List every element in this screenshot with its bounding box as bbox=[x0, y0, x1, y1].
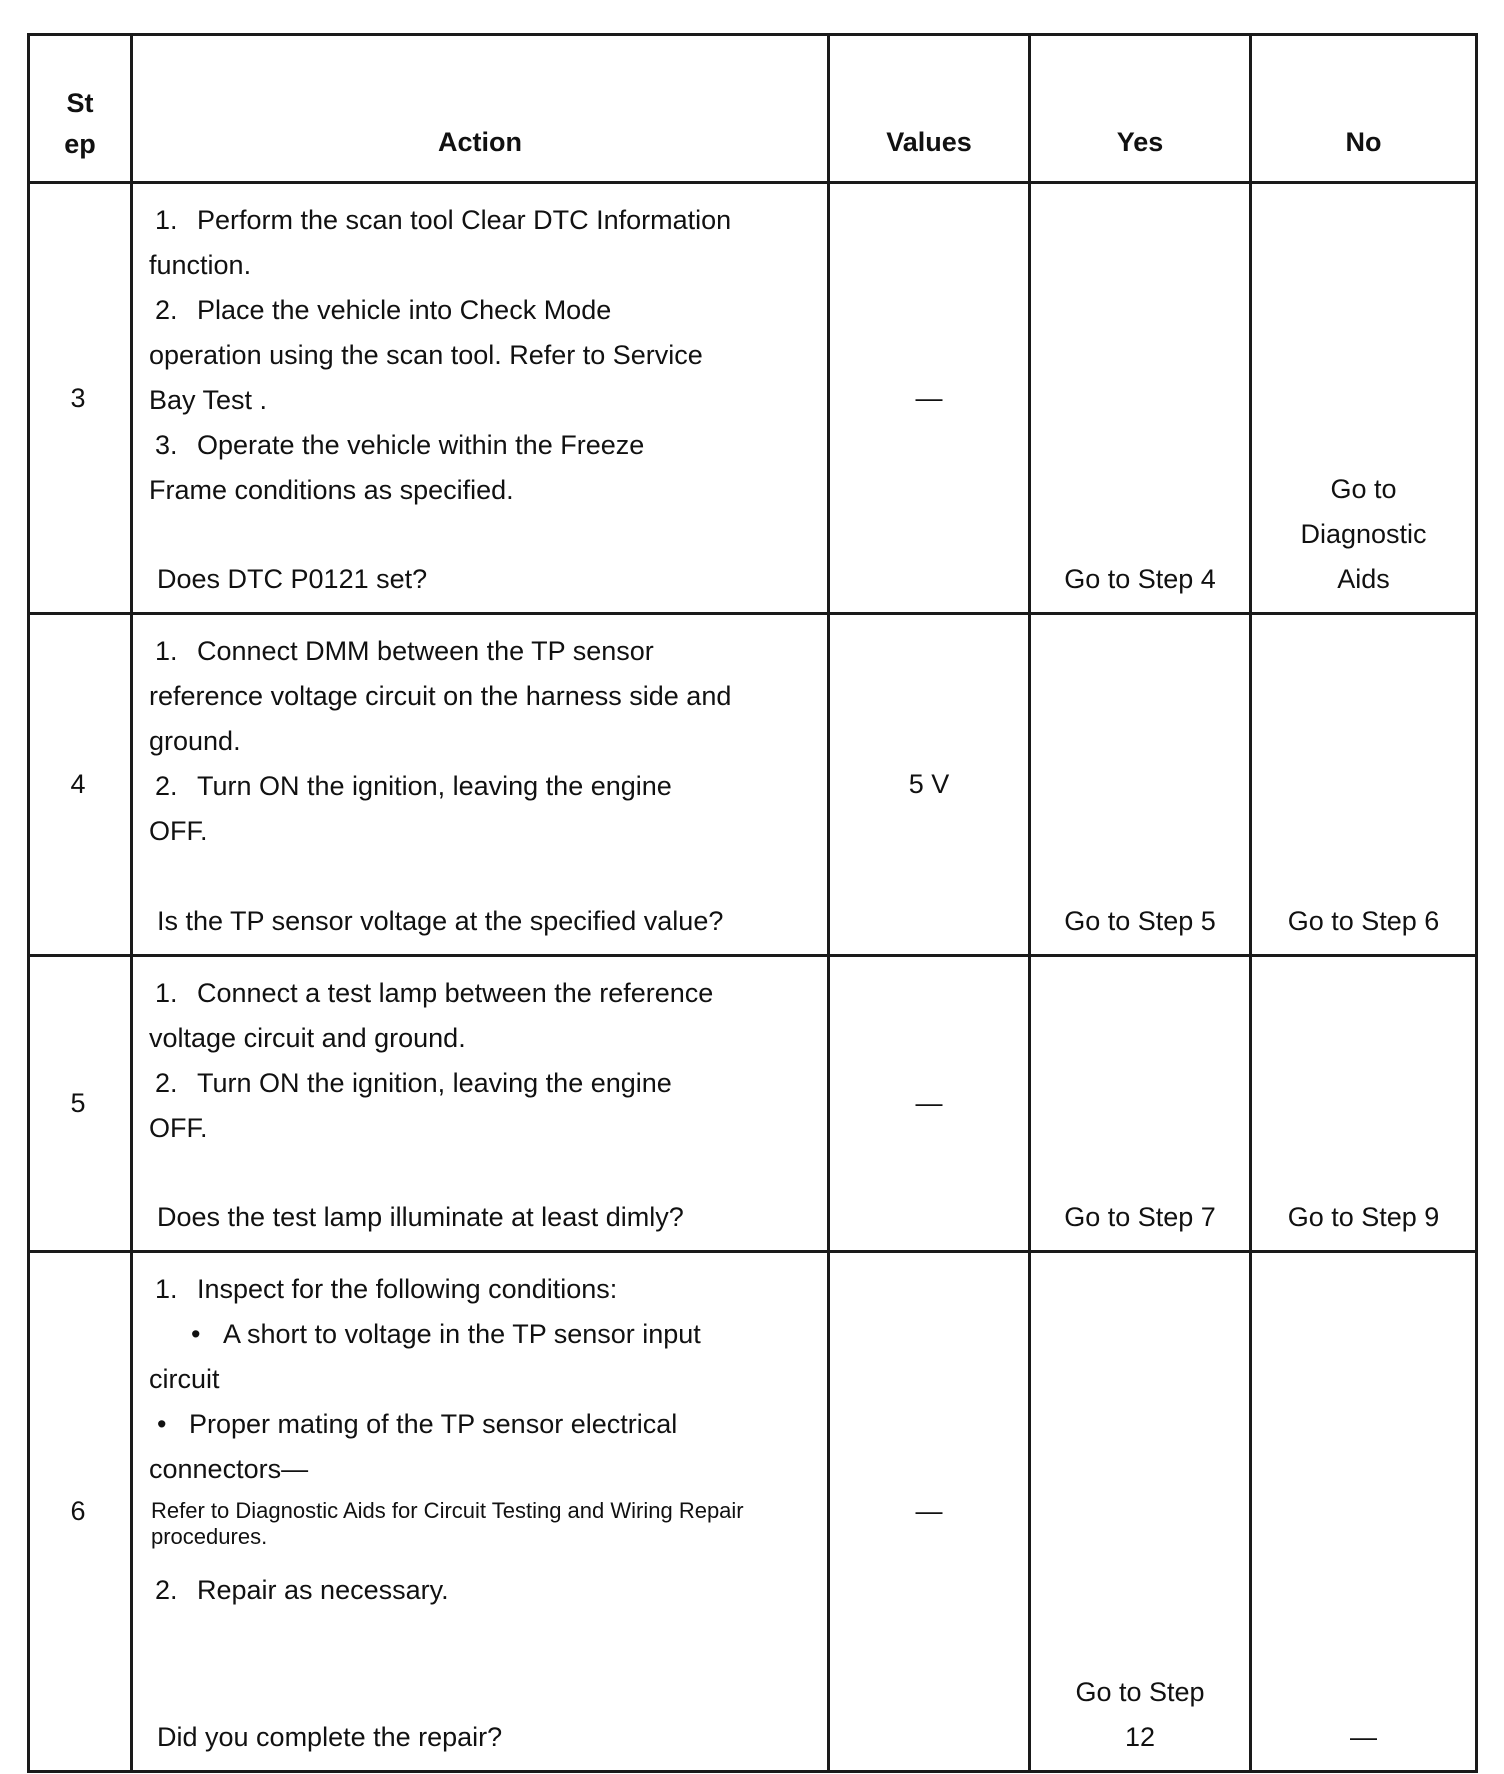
header-step-line-1: St bbox=[66, 88, 94, 118]
action-text: Repair as necessary. bbox=[197, 1575, 449, 1605]
action-text: Inspect for the following conditions: bbox=[197, 1274, 618, 1304]
action-text: A short to voltage in the TP sensor input bbox=[223, 1319, 701, 1349]
diagnostic-table bbox=[27, 33, 1478, 1773]
action-line bbox=[149, 1357, 809, 1402]
no-cell bbox=[1251, 956, 1477, 1252]
no-cell bbox=[1251, 183, 1477, 614]
no-text: Go to Step 6 bbox=[1287, 906, 1440, 936]
action-line bbox=[149, 423, 809, 468]
yes-cell bbox=[1030, 183, 1251, 614]
no-text: Go to Step 9 bbox=[1287, 1202, 1440, 1232]
action-text: function. bbox=[149, 250, 252, 280]
value-cell bbox=[829, 614, 1030, 956]
value-text: — bbox=[915, 382, 943, 413]
value-text: — bbox=[915, 1496, 943, 1526]
action-cell bbox=[132, 956, 829, 1252]
action-line bbox=[149, 288, 809, 333]
step-number: 4 bbox=[70, 769, 86, 799]
action-text: OFF. bbox=[149, 1113, 208, 1143]
value-cell bbox=[829, 183, 1030, 614]
action-text: operation using the scan tool. Refer to Service bbox=[149, 340, 703, 370]
action-line bbox=[149, 971, 809, 1016]
table-body bbox=[29, 183, 1477, 1772]
action-note: Refer to Diagnostic Aids for Circuit Testing and Wiring Repair procedures. bbox=[151, 1498, 744, 1549]
header-row bbox=[29, 35, 1477, 183]
value-text: — bbox=[915, 1088, 943, 1118]
action-text: Bay Test . bbox=[149, 385, 268, 415]
action-line bbox=[149, 1267, 809, 1312]
table-row bbox=[29, 1252, 1477, 1772]
action-line bbox=[149, 674, 809, 719]
action-line bbox=[149, 198, 809, 243]
value-text: 5 V bbox=[908, 769, 950, 799]
action-line bbox=[149, 1447, 809, 1492]
action-text: connectors— bbox=[149, 1454, 309, 1484]
action-line bbox=[149, 1568, 809, 1613]
no-text: — bbox=[1350, 1722, 1377, 1752]
action-line bbox=[149, 1312, 809, 1357]
action-text: Perform the scan tool Clear DTC Information bbox=[197, 205, 732, 235]
action-question: Did you complete the repair? bbox=[157, 1722, 503, 1752]
step-number: 5 bbox=[70, 1088, 86, 1118]
yes-text: Go to Step bbox=[1075, 1677, 1205, 1707]
action-line bbox=[149, 378, 809, 423]
no-text: Diagnostic bbox=[1300, 519, 1427, 549]
action-text: ground. bbox=[149, 726, 241, 756]
action-step-number: 2. bbox=[155, 295, 178, 325]
action-line bbox=[149, 1016, 809, 1061]
header-values: Values bbox=[829, 35, 1030, 183]
action-text: Connect DMM between the TP sensor bbox=[197, 636, 654, 666]
action-cell bbox=[132, 614, 829, 956]
action-text: Place the vehicle into Check Mode bbox=[197, 295, 612, 325]
action-text: reference voltage circuit on the harness side and bbox=[149, 681, 732, 711]
action-step-number: 2. bbox=[155, 1575, 178, 1605]
action-cell bbox=[132, 183, 829, 614]
yes-cell bbox=[1030, 614, 1251, 956]
action-line bbox=[149, 333, 809, 378]
header-no: No bbox=[1251, 35, 1477, 183]
step-cell bbox=[29, 183, 132, 614]
yes-cell bbox=[1030, 956, 1251, 1252]
action-line bbox=[149, 629, 809, 674]
action-question: Does DTC P0121 set? bbox=[157, 564, 428, 594]
value-cell bbox=[829, 1252, 1030, 1772]
action-text: voltage circuit and ground. bbox=[149, 1023, 466, 1053]
step-cell bbox=[29, 956, 132, 1252]
action-text: Operate the vehicle within the Freeze bbox=[197, 430, 645, 460]
action-line bbox=[149, 1061, 809, 1106]
yes-cell bbox=[1030, 1252, 1251, 1772]
table-row bbox=[29, 956, 1477, 1252]
action-text: Proper mating of the TP sensor electrical bbox=[189, 1409, 678, 1439]
action-text: Turn ON the ignition, leaving the engine bbox=[197, 771, 672, 801]
step-number: 3 bbox=[70, 382, 86, 413]
action-text: Turn ON the ignition, leaving the engine bbox=[197, 1068, 672, 1098]
header-yes: Yes bbox=[1030, 35, 1251, 183]
action-step-number: 2. bbox=[155, 1068, 178, 1098]
action-line bbox=[149, 1402, 809, 1447]
table-row bbox=[29, 614, 1477, 956]
action-cell bbox=[132, 1252, 829, 1772]
action-line bbox=[149, 764, 809, 809]
action-step-number: 1. bbox=[155, 636, 178, 666]
action-line bbox=[149, 1106, 809, 1151]
action-line bbox=[149, 719, 809, 764]
yes-text: Go to Step 4 bbox=[1064, 564, 1216, 594]
bullet-mark: • bbox=[157, 1409, 167, 1439]
action-step-number: 1. bbox=[155, 978, 178, 1008]
action-text: circuit bbox=[149, 1364, 220, 1394]
action-text: Connect a test lamp between the reference bbox=[197, 978, 714, 1008]
step-cell bbox=[29, 1252, 132, 1772]
action-step-number: 1. bbox=[155, 205, 178, 235]
action-question: Does the test lamp illuminate at least dimly? bbox=[157, 1202, 684, 1232]
action-step-number: 3. bbox=[155, 430, 178, 460]
action-step-number: 1. bbox=[155, 1274, 178, 1304]
yes-text: Go to Step 5 bbox=[1064, 906, 1216, 936]
action-line bbox=[149, 468, 809, 513]
no-text: Aids bbox=[1337, 564, 1390, 594]
action-question: Is the TP sensor voltage at the specified value? bbox=[157, 906, 724, 936]
table-row bbox=[29, 183, 1477, 614]
yes-text: 12 bbox=[1124, 1722, 1156, 1752]
action-text: Frame conditions as specified. bbox=[149, 475, 514, 505]
action-step-number: 2. bbox=[155, 771, 178, 801]
bullet-mark: • bbox=[191, 1319, 201, 1349]
step-number: 6 bbox=[70, 1496, 86, 1526]
no-cell bbox=[1251, 614, 1477, 956]
no-cell bbox=[1251, 1252, 1477, 1772]
step-cell bbox=[29, 614, 132, 956]
action-line bbox=[149, 243, 809, 288]
header-step-line-2: ep bbox=[64, 129, 96, 159]
action-text: OFF. bbox=[149, 816, 208, 846]
yes-text: Go to Step 7 bbox=[1064, 1202, 1216, 1232]
action-line bbox=[149, 809, 809, 854]
no-text: Go to bbox=[1330, 474, 1397, 504]
value-cell bbox=[829, 956, 1030, 1252]
header-action: Action bbox=[132, 35, 829, 183]
header-step bbox=[29, 35, 132, 183]
